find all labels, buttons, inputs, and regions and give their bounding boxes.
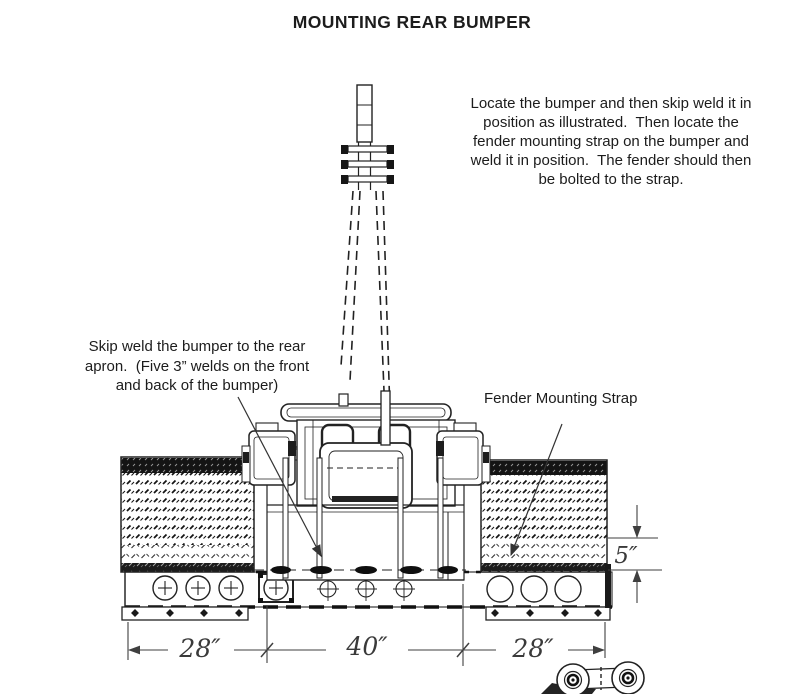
skip-weld-callout xyxy=(85,337,309,396)
mast-clamp xyxy=(341,145,394,184)
marker-lights-right xyxy=(487,576,581,602)
left-fender xyxy=(121,457,254,572)
instruction-line: fender mounting strap on the bumper and xyxy=(472,133,750,150)
dimension-label-strap: 5″ xyxy=(614,543,638,569)
mounting-flange-left xyxy=(122,607,248,620)
hitch-assembly xyxy=(242,391,490,580)
instructions-paragraph xyxy=(470,94,751,189)
fender-strap-label: Fender Mounting Strap xyxy=(484,390,638,407)
weld-bead xyxy=(310,566,332,574)
weld-bead xyxy=(355,566,377,574)
right-fender xyxy=(481,460,607,572)
light-circle xyxy=(219,576,243,600)
instruction-line: be bolted to the strap. xyxy=(538,171,684,188)
top-tube xyxy=(281,404,451,421)
instruction-line: Locate the bumper and then skip weld it in xyxy=(470,95,752,112)
mast-post xyxy=(357,85,372,142)
bumper-right-end xyxy=(605,564,611,608)
light-circle xyxy=(555,576,581,602)
light-circle xyxy=(487,576,513,602)
marker-lights-left xyxy=(153,576,243,600)
instruction-line: position as illustrated. Then locate the xyxy=(483,114,739,131)
mast-socket xyxy=(381,391,390,445)
weld-bead xyxy=(271,566,291,574)
dimension-label-right: 28″ xyxy=(512,634,554,663)
mast xyxy=(341,85,394,444)
instruction-line: weld it in position. The fender should then xyxy=(470,152,752,169)
callout-line: apron. (Five 3” welds on the front xyxy=(84,357,310,375)
light-circle xyxy=(186,576,210,600)
weld-bead xyxy=(438,566,458,574)
dimension-label-left: 28″ xyxy=(179,634,221,663)
light-circle xyxy=(153,576,177,600)
page-title: MOUNTING REAR BUMPER xyxy=(292,12,532,32)
callout-line: and back of the bumper) xyxy=(115,377,279,394)
roller-wheel xyxy=(557,664,589,694)
roller-assembly xyxy=(541,662,644,694)
callout-line: Skip weld the bumper to the rear xyxy=(88,338,306,355)
roller-wheel xyxy=(612,662,644,694)
weld-bead xyxy=(400,566,422,574)
mounting-flange-right xyxy=(486,607,610,620)
right-bracket xyxy=(436,423,490,485)
light-circle xyxy=(521,576,547,602)
dimension-label-center: 40″ xyxy=(346,632,388,661)
